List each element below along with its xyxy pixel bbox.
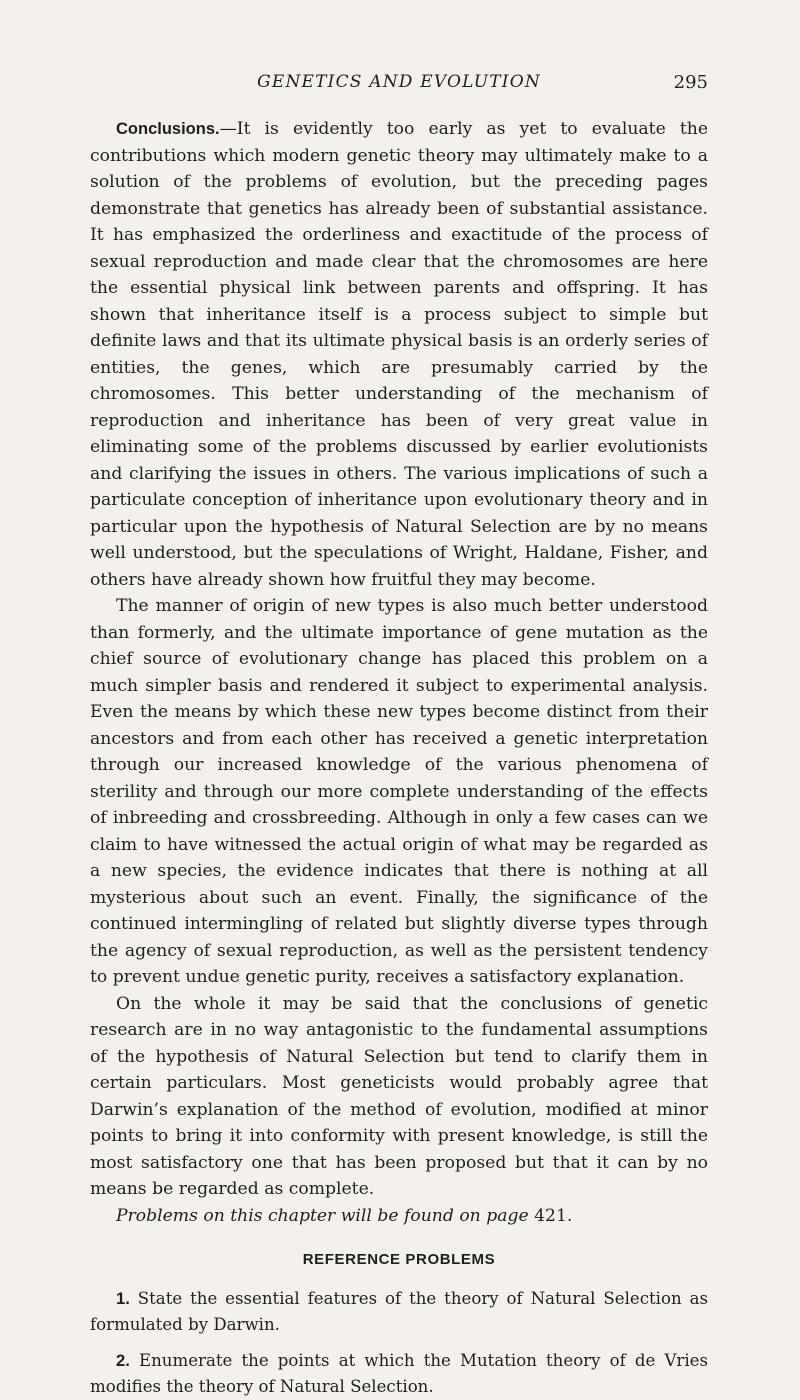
reference-problem — [90, 1286, 708, 1338]
problem-text: Enumerate the points at which the Mutation theory of de Vries modifies the theory of Natural Selection. — [90, 1351, 709, 1396]
paragraph: On the whole it may be said that the conclusions of genetic research are in no way antagonistic to the fundamental assumptions of the hypothesis of Natural Selection but tend to clarify them in certain particulars. Most geneticists would probably agree that Darwin’s explanation of the method of evolution, modified at minor points to bring it into conformity with present knowledge, is still the most satisfactory one that has been proposed but that it can by no means be regarded as complete. — [90, 993, 708, 1199]
page-header — [90, 72, 708, 108]
paragraph: The manner of origin of new types is also much better understood than formerly, and the ultimate importance of gene mutation as the chief source of evolutionary change has placed this problem on a much simpler basis and rendered it subject to experimental analysis. Even the means by which these new types become distinct from their ancestors and from each other has received a genetic interpretation through our increased knowledge of the various phenomena of sterility and through our more complete understanding of the effects of inbreeding and crossbreeding. Although in only a few cases can we claim to have witnessed the actual origin of what may be regarded as a new species, the evidence indicates that there is nothing at all mysterious about such an event. Finally, the significance of the continued intermingling of related but slightly diverse types through the agency of sexual reproduction, as well as the persistent tendency to prevent undue genetic purity, receives a satisfactory explanation. — [90, 596, 708, 987]
problem-text: State the essential features of the theory of Natural Selection as formulated by Darwin. — [90, 1289, 708, 1334]
problems-note — [90, 1203, 708, 1230]
running-head: GENETICS AND EVOLUTION — [257, 72, 541, 92]
paragraph-text: —It is evidently too early as yet to evaluate the contributions which modern genetic theory may ultimately make to a solution of the problems of evolution, but the preceding pages demonstrate that genetics has already been of substantial assistance. It has emphasized the orderliness and exactitude of the process of sexual reproduction and made clear that the chromosomes are here the essential physical link between parents and offspring. It has shown that inheritance itself is a process subject to simple but definite laws and that its ultimate physical basis is an orderly series of entities, the genes, which are presumably carried by the chromosomes. This better understanding of the mechanism of reproduction and inheritance has been of very great value in eliminating some of the problems discussed by earlier evolutionists and clarifying the issues in others. The various implications of such a particulate conception of inheritance upon evolutionary theory and in particular upon the hypothesis of Natural Selection are by no means well understood, but the speculations of Wright, Haldane, Fisher, and others have already shown how fruitful they may become. — [90, 119, 708, 590]
reference-problems-title: REFERENCE PROBLEMS — [302, 1251, 496, 1268]
reference-problem — [90, 1348, 708, 1400]
problems-page-ref: 421. — [534, 1205, 573, 1226]
page-number: 295 — [673, 72, 708, 93]
problem-number: 2. — [116, 1351, 130, 1370]
problem-number: 1. — [116, 1289, 130, 1308]
conclusions-paragraph — [90, 116, 708, 593]
problems-note-text: Problems on this chapter will be found on page — [116, 1205, 529, 1226]
conclusions-heading: Conclusions. — [116, 120, 220, 138]
